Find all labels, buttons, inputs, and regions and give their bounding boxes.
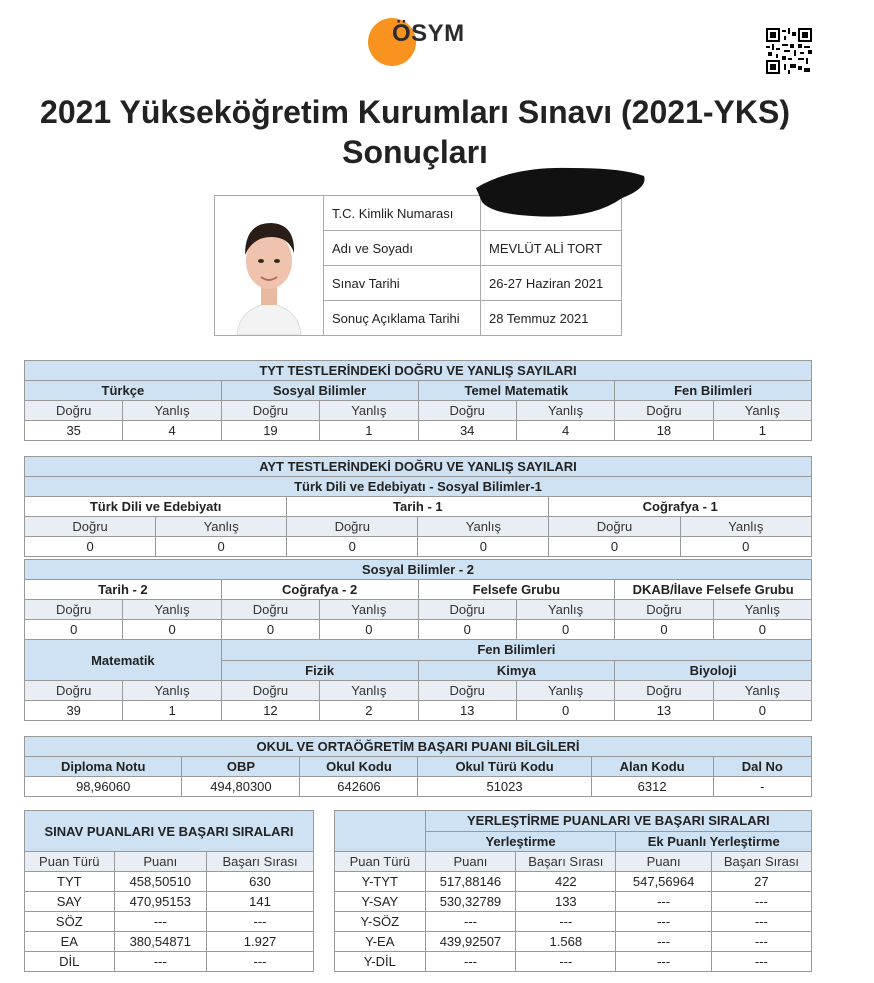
ek-puan: --- [616,912,711,932]
table-row [25,932,314,952]
ayt-table-group2 [24,559,812,721]
puan-turu: DİL [25,952,115,972]
yanlis-value: 1 [123,701,221,721]
student-photo-image [215,197,323,335]
tyt-title: TYT TESTLERİNDEKİ DOĞRU VE YANLIŞ SAYILARI [25,361,812,381]
puan-turu: Y-SAY [335,892,426,912]
yanlis-header: Yanlış [156,517,287,537]
ayt-group1-title: Türk Dili ve Edebiyatı - Sosyal Bilimler-1 [25,477,812,497]
osym-logo [368,14,478,70]
basari-sirasi: 1.568 [516,932,616,952]
yanlis-header: Yanlış [516,600,614,620]
table-row [25,872,314,892]
yanlis-header: Yanlış [123,600,221,620]
okul-table [24,736,812,797]
okul-header: OBP [182,757,300,777]
redaction-mark [472,158,648,224]
basari-sirasi: 422 [516,872,616,892]
basari-sirasi: --- [516,912,616,932]
dogru-header: Doğru [418,681,516,701]
ek-basari-sirasi: --- [711,892,811,912]
puan: 380,54871 [114,932,206,952]
yanlis-header: Yanlış [516,401,614,421]
table-row [25,952,314,972]
identity-value: 28 Temmuz 2021 [481,301,622,336]
subject-header: Sosyal Bilimler [221,381,418,401]
dogru-value: 0 [25,537,156,557]
okul-header: Alan Kodu [591,757,713,777]
okul-value: 494,80300 [182,777,300,797]
puan: --- [425,952,516,972]
yanlis-header: Yanlış [320,600,418,620]
ek-basari-sirasi: --- [711,952,811,972]
fen-title: Fen Bilimleri [221,640,811,661]
sinav-header: Puan Türü [25,852,115,872]
dogru-header: Doğru [418,401,516,421]
yanlis-value: 0 [418,537,549,557]
dogru-value: 0 [418,620,516,640]
identity-label: Sonuç Açıklama Tarihi [324,301,481,336]
table-row [335,892,812,912]
yanlis-header: Yanlış [713,401,811,421]
yanlis-value: 2 [320,701,418,721]
puan-turu: TYT [25,872,115,892]
yanlis-value: 1 [713,421,811,441]
dogru-value: 0 [549,537,680,557]
subject-header: Coğrafya - 1 [549,497,812,517]
yanlis-value: 0 [713,620,811,640]
puan-turu: Y-SÖZ [335,912,426,932]
okul-value: 51023 [418,777,591,797]
table-row [25,912,314,932]
dogru-header: Doğru [615,681,713,701]
yerlestirme-header: Puanı [616,852,711,872]
dogru-value: 35 [25,421,123,441]
yerlestirme-header: Puan Türü [335,852,426,872]
dogru-header: Doğru [25,517,156,537]
puan: 517,88146 [425,872,516,892]
subject-header: Felsefe Grubu [418,580,615,600]
yanlis-value: 4 [123,421,221,441]
subject-header: Tarih - 2 [25,580,222,600]
okul-header: Dal No [713,757,811,777]
basari-sirasi: 1.927 [207,932,314,952]
ek-basari-sirasi: 27 [711,872,811,892]
table-row [335,932,812,952]
puan: 470,95153 [114,892,206,912]
yerlestirme-header: Puanı [425,852,516,872]
okul-value: 98,96060 [25,777,182,797]
yanlis-value: 4 [516,421,614,441]
yerlestirme-group2: Ek Puanlı Yerleştirme [616,831,812,852]
tyt-table [24,360,812,441]
yanlis-header: Yanlış [320,401,418,421]
ayt-table-group1 [24,456,812,557]
identity-value: 26-27 Haziran 2021 [481,266,622,301]
puan-turu: EA [25,932,115,952]
dogru-header: Doğru [221,401,319,421]
dogru-value: 0 [221,620,319,640]
subject-header: Türkçe [25,381,222,401]
ek-basari-sirasi: --- [711,912,811,932]
sinav-title: SINAV PUANLARI VE BAŞARI SIRALARI [25,811,314,852]
qr-code-icon [766,28,812,74]
yerlestirme-title: YERLEŞTİRME PUANLARI VE BAŞARI SIRALARI [425,811,811,832]
basari-sirasi: --- [516,952,616,972]
puan: --- [425,912,516,932]
ek-puan: --- [616,892,711,912]
puan-turu: Y-EA [335,932,426,952]
puan: 530,32789 [425,892,516,912]
yanlis-header: Yanlış [418,517,549,537]
dogru-header: Doğru [221,600,319,620]
subject-header: Temel Matematik [418,381,615,401]
dogru-header: Doğru [287,517,418,537]
identity-label: T.C. Kimlik Numarası [324,196,481,231]
yanlis-header: Yanlış [123,401,221,421]
subject-header: Fizik [221,660,418,681]
ek-puan: --- [616,952,711,972]
yanlis-value: 0 [156,537,287,557]
dogru-header: Doğru [615,600,713,620]
yanlis-value: 0 [680,537,811,557]
puan: 439,92507 [425,932,516,952]
ayt-group2-title: Sosyal Bilimler - 2 [25,560,812,580]
ek-puan: --- [616,932,711,952]
sinav-puanlari-table [24,810,314,972]
dogru-header: Doğru [221,681,319,701]
yanlis-value: 0 [320,620,418,640]
puan: --- [114,912,206,932]
okul-header: Okul Kodu [300,757,418,777]
yerlestirme-group1: Yerleştirme [425,831,616,852]
dogru-value: 13 [418,701,516,721]
basari-sirasi: 141 [207,892,314,912]
basari-sirasi: 133 [516,892,616,912]
okul-header: Okul Türü Kodu [418,757,591,777]
yerlestirme-header: Başarı Sırası [516,852,616,872]
dogru-value: 18 [615,421,713,441]
okul-value: 642606 [300,777,418,797]
yanlis-value: 0 [713,701,811,721]
yerlestirme-table [334,810,812,972]
subject-header: Türk Dili ve Edebiyatı [25,497,287,517]
yanlis-value: 1 [320,421,418,441]
dogru-value: 39 [25,701,123,721]
table-row [335,912,812,932]
dogru-header: Doğru [25,600,123,620]
dogru-value: 0 [615,620,713,640]
table-row [25,892,314,912]
yanlis-header: Yanlış [123,681,221,701]
ek-puan: 547,56964 [616,872,711,892]
dogru-header: Doğru [418,600,516,620]
yanlis-header: Yanlış [320,681,418,701]
sinav-header: Puanı [114,852,206,872]
student-photo [215,196,324,336]
matematik-header: Matematik [25,640,222,681]
dogru-header: Doğru [615,401,713,421]
dogru-value: 34 [418,421,516,441]
dogru-value: 12 [221,701,319,721]
dogru-value: 19 [221,421,319,441]
subject-header: Tarih - 1 [287,497,549,517]
basari-sirasi: 630 [207,872,314,892]
puan-turu: Y-DİL [335,952,426,972]
page-title: 2021 Yükseköğretim Kurumları Sınavı (2021-YKS) Sonuçları [40,94,790,170]
ayt-title: AYT TESTLERİNDEKİ DOĞRU VE YANLIŞ SAYILARI [25,457,812,477]
subject-header: Fen Bilimleri [615,381,812,401]
table-row [335,952,812,972]
puan-turu: SÖZ [25,912,115,932]
yerlestirme-header: Başarı Sırası [711,852,811,872]
basari-sirasi: --- [207,912,314,932]
yanlis-header: Yanlış [680,517,811,537]
okul-value: 6312 [591,777,713,797]
puan-turu: SAY [25,892,115,912]
dogru-header: Doğru [549,517,680,537]
dogru-header: Doğru [25,681,123,701]
identity-value: MEVLÜT ALİ TORT [481,231,622,266]
subject-header: Kimya [418,660,615,681]
yanlis-value: 0 [123,620,221,640]
yanlis-value: 0 [516,620,614,640]
subject-header: Biyoloji [615,660,812,681]
yerlestirme-corner [335,811,426,852]
yanlis-header: Yanlış [516,681,614,701]
dogru-header: Doğru [25,401,123,421]
ek-basari-sirasi: --- [711,932,811,952]
okul-header: Diploma Notu [25,757,182,777]
subject-header: DKAB/İlave Felsefe Grubu [615,580,812,600]
dogru-value: 13 [615,701,713,721]
okul-value: - [713,777,811,797]
identity-label: Sınav Tarihi [324,266,481,301]
puan: --- [114,952,206,972]
yanlis-value: 0 [516,701,614,721]
logo-text: ÖSYM [392,20,465,47]
puan-turu: Y-TYT [335,872,426,892]
basari-sirasi: --- [207,952,314,972]
okul-title: OKUL VE ORTAÖĞRETİM BAŞARI PUANI BİLGİLERİ [25,737,812,757]
subject-header: Coğrafya - 2 [221,580,418,600]
identity-label: Adı ve Soyadı [324,231,481,266]
sinav-header: Başarı Sırası [207,852,314,872]
dogru-value: 0 [25,620,123,640]
yanlis-header: Yanlış [713,600,811,620]
table-row [335,872,812,892]
puan: 458,50510 [114,872,206,892]
dogru-value: 0 [287,537,418,557]
yanlis-header: Yanlış [713,681,811,701]
